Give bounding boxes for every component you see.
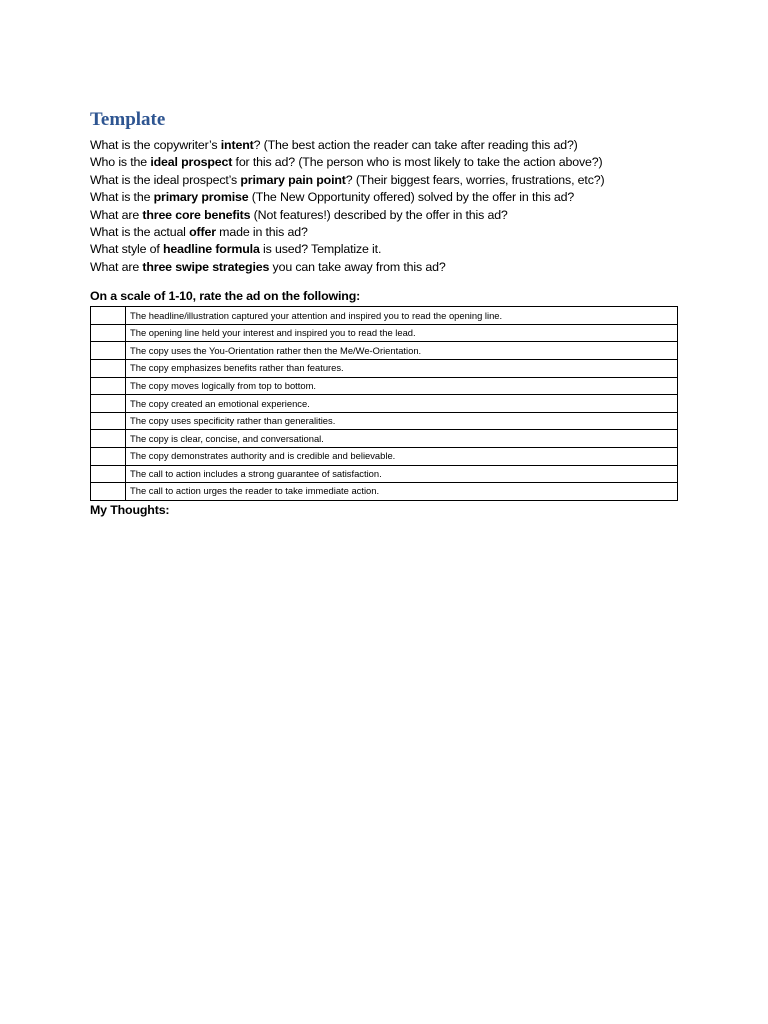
rating-statement: The headline/illustration captured your attention and inspired you to read the opening line. (126, 307, 678, 325)
question-text: What are (90, 259, 143, 274)
question-item (90, 259, 680, 276)
question-item (90, 241, 680, 258)
rating-score-cell[interactable] (91, 483, 126, 501)
rating-row (91, 307, 678, 325)
question-text: What style of (90, 242, 163, 257)
question-list (90, 137, 680, 276)
rating-statement: The call to action includes a strong guarantee of satisfaction. (126, 465, 678, 483)
question-item (90, 189, 680, 206)
question-text: What is the actual (90, 225, 190, 240)
rating-score-cell[interactable] (91, 465, 126, 483)
rating-heading: On a scale of 1-10, rate the ad on the following: (90, 289, 361, 304)
rating-statement: The copy uses the You-Orientation rather then the Me/We-Orientation. (126, 342, 678, 360)
rating-row (91, 483, 678, 501)
question-item (90, 137, 680, 154)
rating-statement: The opening line held your interest and inspired you to read the lead. (126, 324, 678, 342)
question-text: Who is the (90, 155, 151, 170)
rating-statement: The copy uses specificity rather than generalities. (126, 412, 678, 430)
page-title: Template (90, 109, 166, 130)
question-key-term: primary pain point (240, 172, 346, 187)
question-key-term: intent (220, 138, 254, 152)
my-thoughts-label: My Thoughts: (90, 502, 170, 517)
question-text: What is the ideal prospect’s (90, 172, 241, 187)
rating-row (91, 360, 678, 378)
rating-row (91, 448, 678, 466)
question-key-term: three core benefits (142, 207, 251, 222)
question-key-term: offer (189, 225, 216, 240)
question-key-term: ideal prospect (150, 155, 233, 170)
question-text: What is the (90, 190, 154, 205)
rating-score-cell[interactable] (91, 360, 126, 378)
rating-score-cell[interactable] (91, 412, 126, 430)
rating-row (91, 395, 678, 413)
rating-row (91, 465, 678, 483)
question-text: What are (90, 207, 143, 222)
rating-table (90, 306, 678, 501)
rating-row (91, 430, 678, 448)
question-item (90, 172, 680, 189)
question-key-term: headline formula (162, 242, 260, 257)
rating-score-cell[interactable] (91, 342, 126, 360)
question-text: (Not features!) described by the offer in this ad? (250, 207, 508, 222)
rating-statement: The copy created an emotional experience. (126, 395, 678, 413)
rating-score-cell[interactable] (91, 395, 126, 413)
rating-score-cell[interactable] (91, 377, 126, 395)
rating-row (91, 342, 678, 360)
question-key-term: three swipe strategies (142, 259, 270, 274)
question-text: is used? Templatize it. (259, 242, 382, 257)
question-item (90, 207, 680, 224)
rating-row (91, 324, 678, 342)
question-item (90, 224, 680, 241)
rating-row (91, 412, 678, 430)
question-text: What is the copywriter’s (90, 138, 221, 152)
rating-statement: The call to action urges the reader to take immediate action. (126, 483, 678, 501)
rating-score-cell[interactable] (91, 307, 126, 325)
rating-score-cell[interactable] (91, 448, 126, 466)
rating-statement: The copy emphasizes benefits rather than features. (126, 360, 678, 378)
question-text: made in this ad? (215, 225, 308, 240)
question-key-term: primary promise (153, 190, 249, 205)
rating-statement: The copy moves logically from top to bottom. (126, 377, 678, 395)
question-text: ? (The best action the reader can take after reading this ad?) (253, 138, 578, 152)
rating-row (91, 377, 678, 395)
question-text: (The New Opportunity offered) solved by the offer in this ad? (248, 190, 575, 205)
rating-statement: The copy demonstrates authority and is credible and believable. (126, 448, 678, 466)
document-page (90, 108, 680, 518)
rating-score-cell[interactable] (91, 430, 126, 448)
rating-statement: The copy is clear, concise, and conversational. (126, 430, 678, 448)
question-item (90, 154, 680, 171)
question-text: for this ad? (The person who is most likely to take the action above?) (232, 155, 603, 170)
question-text: ? (Their biggest fears, worries, frustrations, etc?) (345, 172, 605, 187)
rating-score-cell[interactable] (91, 324, 126, 342)
question-text: you can take away from this ad? (269, 259, 446, 274)
